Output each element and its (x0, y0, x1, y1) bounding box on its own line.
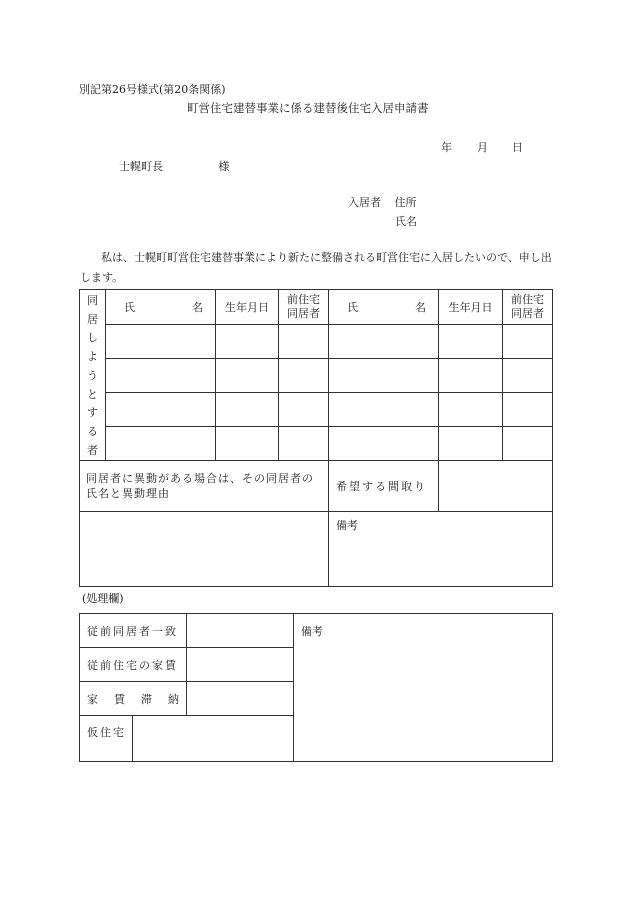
name-cell[interactable] (329, 427, 439, 461)
processing-section-label: (処理欄) (82, 592, 124, 605)
change-reason-field[interactable] (80, 512, 329, 587)
applicant-address-line (348, 194, 417, 210)
col-name-char: 名 (192, 301, 203, 315)
col-prev-line2: 同居者 (511, 307, 544, 321)
birthdate-cell[interactable] (439, 427, 503, 461)
arrears-char: 賃 (114, 692, 125, 706)
address-label: 住所 (394, 196, 417, 209)
floor-plan-label: 希望する間取り (329, 461, 439, 512)
household-side-label (80, 290, 106, 461)
addressee-honorific: 様 (218, 160, 230, 173)
birthdate-cell[interactable] (439, 325, 503, 359)
birthdate-cell[interactable] (439, 393, 503, 427)
col-prev-line1: 前住宅 (287, 293, 320, 307)
rent-arrears-label (80, 682, 187, 716)
prev-household-cell[interactable] (279, 325, 329, 359)
arrears-char: 家 (87, 692, 98, 706)
birthdate-cell[interactable] (216, 393, 279, 427)
side-char: す (87, 406, 98, 420)
addressee (119, 158, 230, 174)
side-char: よ (87, 350, 98, 364)
remarks-field[interactable] (329, 512, 553, 587)
prev-household-cell[interactable] (279, 359, 329, 393)
col-prev-line1: 前住宅 (511, 293, 544, 307)
col-header-prev-household (279, 290, 329, 325)
side-char: る (87, 424, 98, 438)
arrears-char: 納 (168, 692, 179, 706)
application-statement: 私は、士幌町町営住宅建替事業により新たに整備される町営住宅に入居したいので、申し出します。 (80, 251, 552, 284)
remarks-label: 備考 (336, 519, 358, 533)
col-prev-line2: 同居者 (287, 307, 320, 321)
applicant-label: 入居者 (348, 196, 381, 209)
birthdate-cell[interactable] (216, 325, 279, 359)
processing-remarks-field[interactable] (294, 614, 553, 762)
name-cell[interactable] (106, 325, 216, 359)
col-header-prev-household (503, 290, 553, 325)
floor-plan-field[interactable] (439, 461, 553, 512)
rent-arrears-field[interactable] (187, 682, 294, 716)
side-char: 者 (87, 443, 98, 457)
applicant-name-label: 氏名 (395, 215, 417, 228)
arrears-char: 滞 (141, 692, 152, 706)
date-month-label: 月 (477, 141, 488, 154)
name-cell[interactable] (329, 393, 439, 427)
prev-rent-label: 従前住宅の家賃 (80, 648, 187, 682)
side-char: と (87, 387, 98, 401)
name-cell[interactable] (106, 427, 216, 461)
col-header-name (329, 290, 439, 325)
processing-table (79, 613, 553, 762)
form-number: 別記第26号様式(第20条関係) (79, 83, 226, 96)
name-cell[interactable] (329, 325, 439, 359)
prev-household-cell[interactable] (503, 427, 553, 461)
temp-housing-field[interactable] (133, 716, 294, 762)
addressee-name: 士幌町長 (119, 160, 163, 173)
side-char: う (87, 368, 98, 382)
name-cell[interactable] (329, 359, 439, 393)
side-char: し (87, 331, 98, 345)
prev-household-match-label: 従前同居者一致 (80, 614, 187, 648)
name-cell[interactable] (106, 359, 216, 393)
col-name-char: 名 (415, 301, 426, 315)
col-header-birthdate: 生年月日 (439, 290, 503, 325)
prev-household-cell[interactable] (279, 393, 329, 427)
birthdate-cell[interactable] (216, 359, 279, 393)
side-char: 同 (87, 294, 98, 307)
name-cell[interactable] (106, 393, 216, 427)
date-year-label: 年 (441, 141, 452, 154)
table-row (80, 393, 553, 427)
prev-household-cell[interactable] (279, 427, 329, 461)
prev-household-match-field[interactable] (187, 614, 294, 648)
col-header-name (106, 290, 216, 325)
form-title: 町営住宅建替事業に係る建替後住宅入居申請書 (187, 101, 429, 115)
prev-household-cell[interactable] (503, 325, 553, 359)
birthdate-cell[interactable] (439, 359, 503, 393)
household-change-note: 同居者に異動がある場合は、その同居者の氏名と異動理由 (80, 461, 329, 512)
temp-housing-label: 仮住宅 (80, 716, 133, 762)
prev-rent-field[interactable] (187, 648, 294, 682)
table-row (80, 325, 553, 359)
prev-household-cell[interactable] (503, 359, 553, 393)
col-header-birthdate: 生年月日 (216, 290, 279, 325)
col-name-char: 氏 (347, 301, 358, 315)
prev-household-cell[interactable] (503, 393, 553, 427)
table-row (80, 427, 553, 461)
household-table (79, 289, 553, 587)
processing-remarks-label: 備考 (301, 625, 323, 638)
date-day-label: 日 (512, 141, 523, 154)
table-row (80, 359, 553, 393)
side-char: 居 (87, 312, 98, 326)
birthdate-cell[interactable] (216, 427, 279, 461)
col-name-char: 氏 (124, 301, 135, 315)
